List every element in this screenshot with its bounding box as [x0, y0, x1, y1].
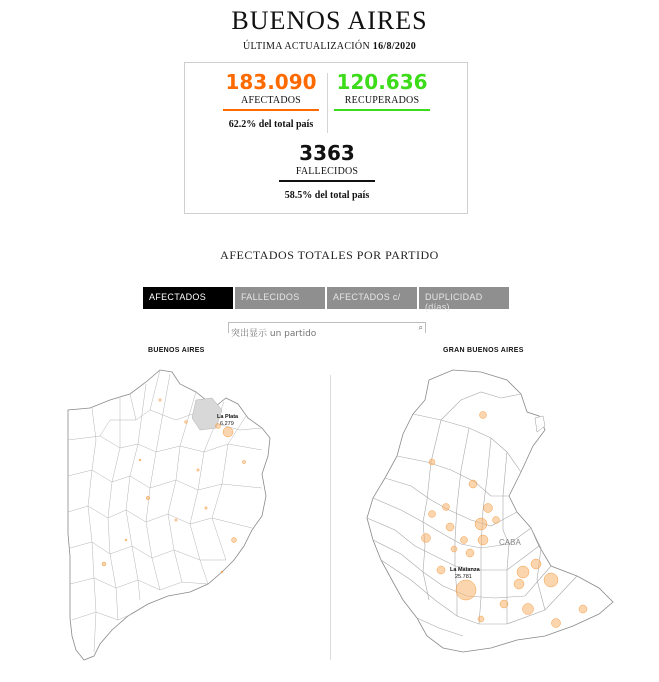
province-map-title: BUENOS AIRES [148, 347, 205, 354]
bubble[interactable] [102, 562, 106, 566]
gba-map-title: GRAN BUENOS AIRES [443, 347, 524, 354]
bubble[interactable] [159, 399, 161, 401]
recovered-label: RECUPERADOS [344, 95, 420, 106]
deaths-label: FALLECIDOS [295, 166, 359, 177]
bubble[interactable] [125, 539, 127, 541]
bubble[interactable] [493, 517, 500, 524]
affected-label: AFECTADOS [241, 95, 301, 106]
bubble[interactable] [185, 421, 188, 424]
tab-afectados[interactable]: AFECTADOS [143, 287, 233, 309]
bubble[interactable] [544, 573, 558, 587]
last-updated-label: ÚLTIMA ACTUALIZACIÓN [242, 41, 370, 52]
bubble[interactable] [484, 504, 493, 513]
bubble[interactable] [469, 480, 477, 488]
tab-duplicidad[interactable]: DUPLICIDAD (días) [419, 287, 509, 309]
bubble[interactable] [437, 566, 445, 574]
gba-map[interactable] [331, 0, 659, 682]
bubble[interactable] [139, 459, 141, 461]
la-plata-label: La Plata [217, 414, 239, 420]
affected-pct: 62.2% del total país [228, 119, 314, 130]
recovered-value: 120.636 [336, 70, 428, 94]
bubble[interactable] [480, 412, 487, 419]
province-outline [68, 370, 270, 660]
bubble[interactable] [500, 600, 508, 608]
bubble[interactable] [446, 523, 454, 531]
bubble[interactable] [422, 534, 431, 543]
bubble[interactable] [466, 549, 474, 557]
bubble[interactable] [552, 619, 561, 628]
deaths-pct: 58.5% del total país [284, 190, 370, 201]
bubble[interactable] [205, 507, 207, 509]
search-icon[interactable]: ⌕ [418, 323, 423, 332]
section-title: AFECTADOS TOTALES POR PARTIDO [220, 248, 439, 262]
bubble[interactable] [531, 559, 541, 569]
deaths-value: 3363 [299, 141, 355, 165]
bubble-la-plata[interactable] [223, 427, 233, 437]
bubble[interactable] [461, 537, 468, 544]
bubble[interactable] [242, 460, 245, 463]
bubble[interactable] [478, 616, 484, 622]
bubble[interactable] [175, 519, 177, 521]
bubble[interactable] [232, 538, 237, 543]
la-plata-value: 6.279 [220, 421, 234, 427]
bubble[interactable] [475, 518, 487, 530]
tab-afectados-c[interactable]: AFECTADOS c/ [327, 287, 417, 309]
la-matanza-value: 25.781 [455, 574, 472, 580]
last-updated-date: 16/8/2020 [372, 41, 417, 52]
bubble[interactable] [478, 535, 488, 545]
bubble[interactable] [523, 604, 534, 615]
bubble[interactable] [579, 605, 587, 613]
bubble[interactable] [429, 511, 436, 518]
bubble[interactable] [221, 571, 223, 573]
page-title: BUENOS AIRES [231, 6, 428, 35]
bubble[interactable] [429, 459, 435, 465]
bubble[interactable] [443, 504, 450, 511]
la-matanza-label: La Matanza [450, 567, 480, 573]
bubble-la-matanza[interactable] [456, 580, 476, 600]
bubble[interactable] [451, 546, 457, 552]
caba-label: CABA [499, 538, 521, 547]
bubble[interactable] [517, 566, 529, 578]
bubble[interactable] [197, 469, 199, 471]
affected-value: 183.090 [225, 70, 317, 94]
bubble[interactable] [146, 496, 150, 500]
tab-fallecidos[interactable]: FALLECIDOS [235, 287, 325, 309]
bubble[interactable] [514, 579, 524, 589]
